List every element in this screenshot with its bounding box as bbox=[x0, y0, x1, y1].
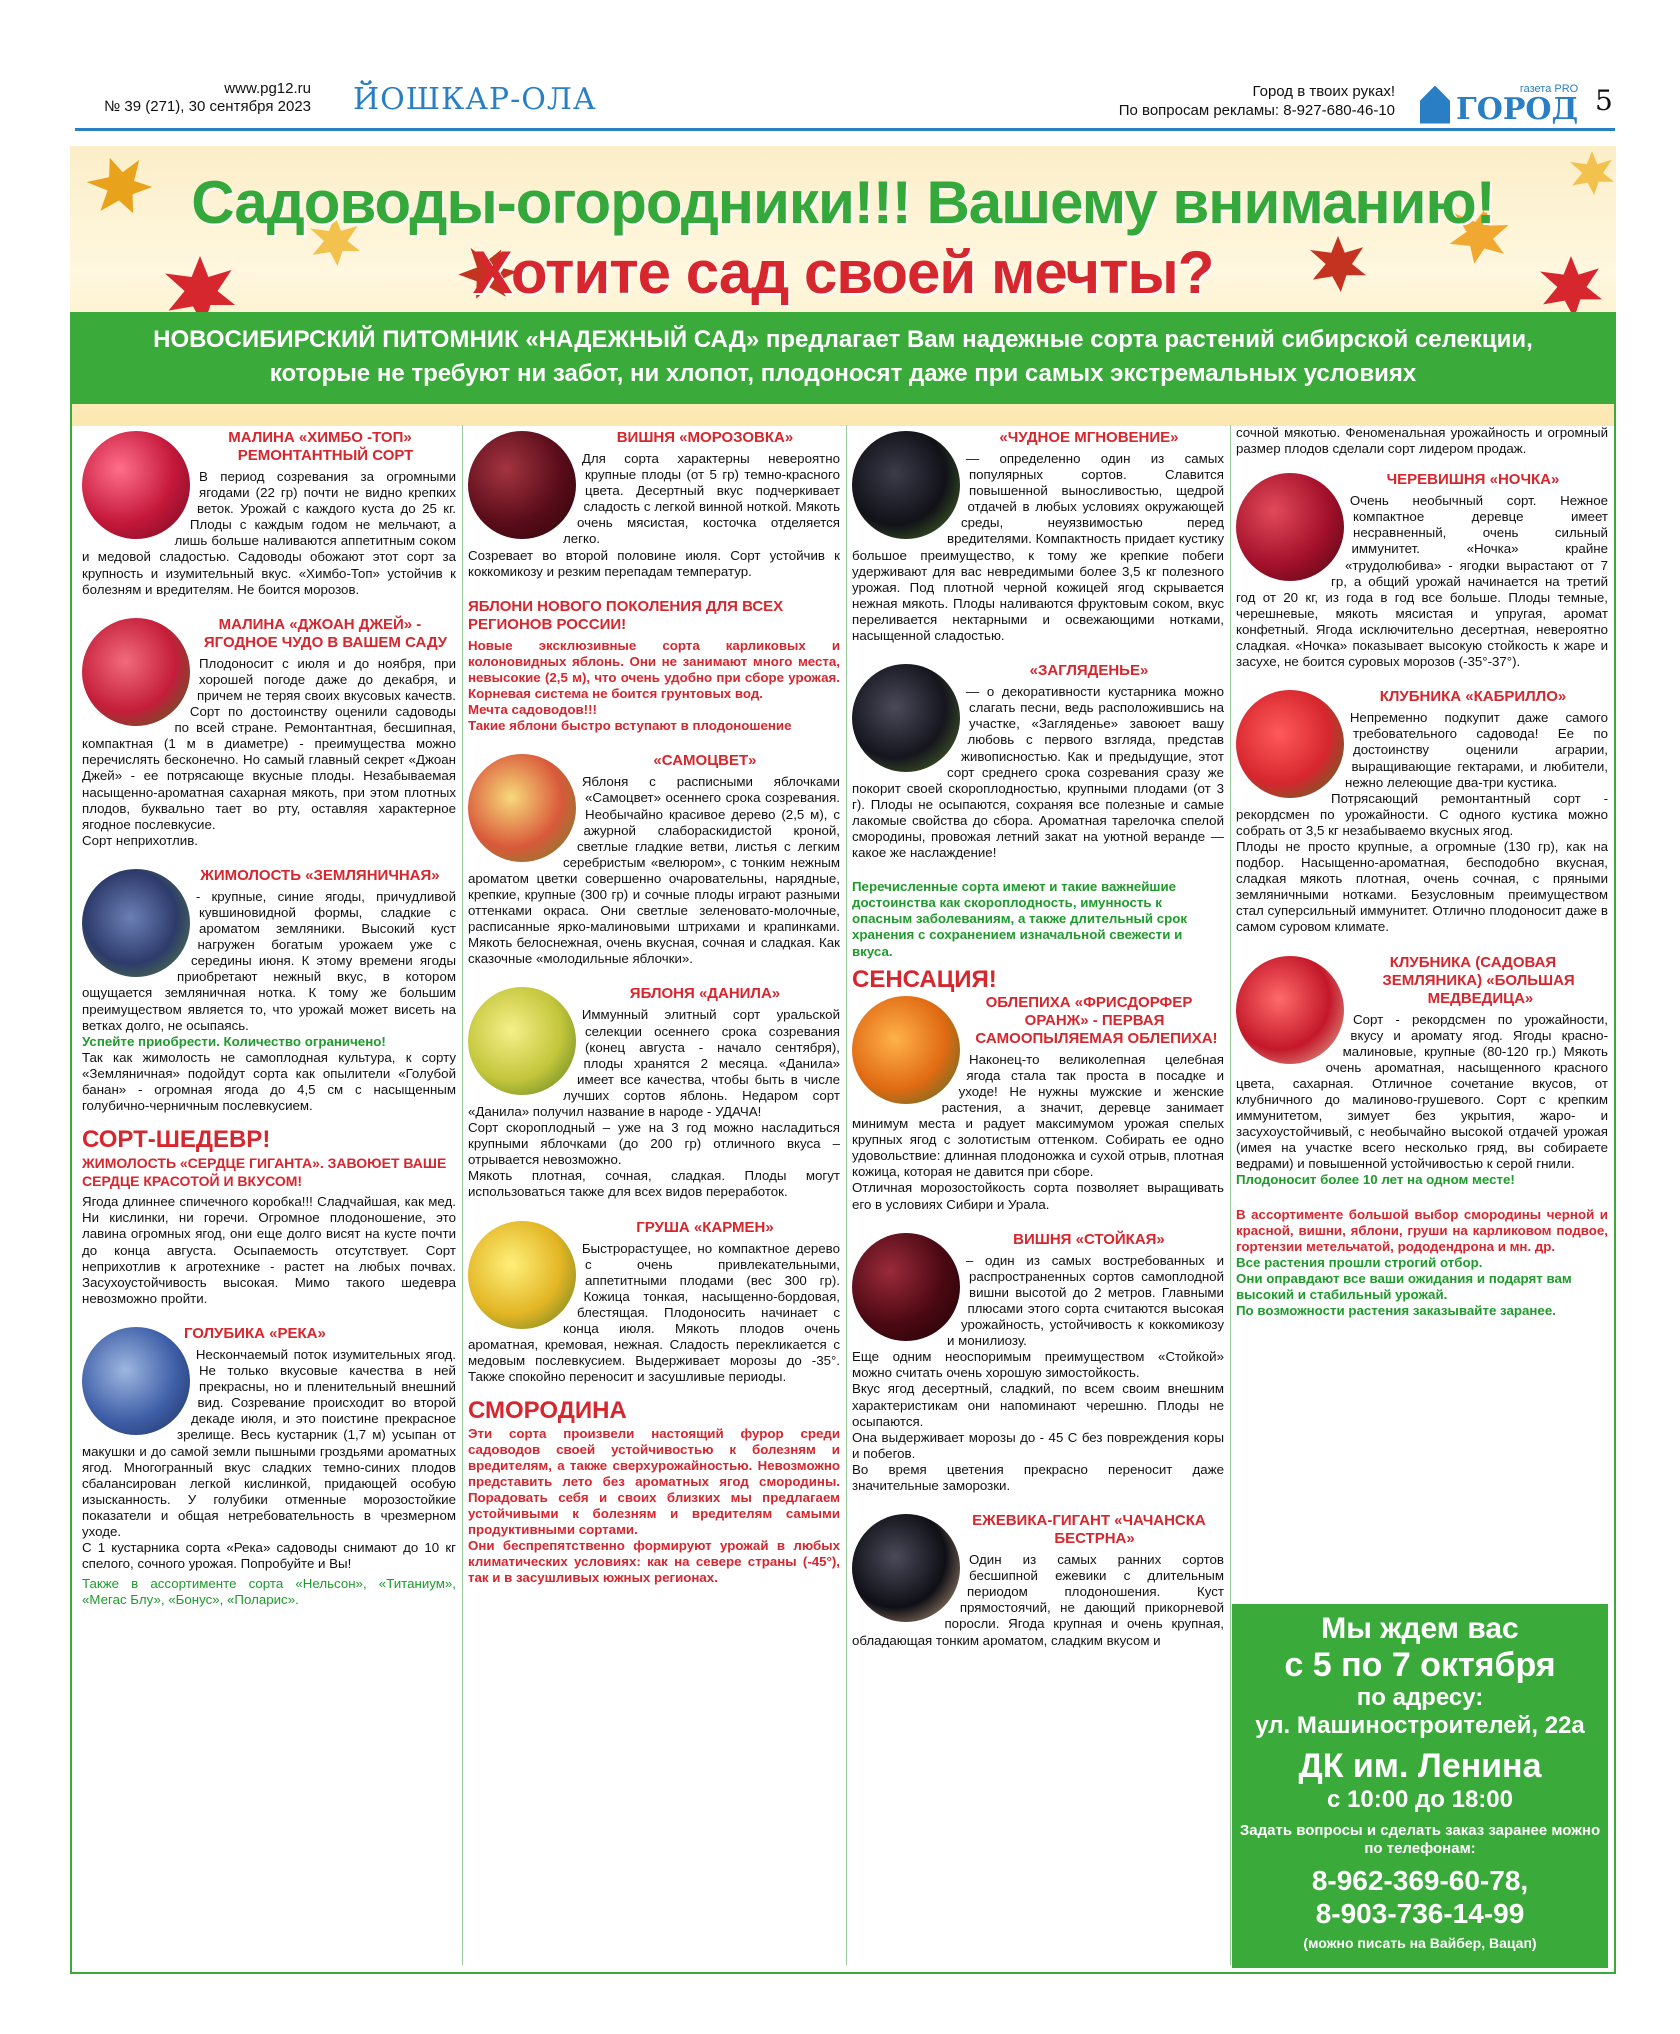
phone-1[interactable]: 8-962-369-60-78, bbox=[1311, 1865, 1529, 1896]
ads-phone: По вопросам рекламы: 8-927-680-46-10 bbox=[1118, 102, 1395, 119]
article-text: В период созревания за огромными ягодами (22 гр) почти не видно крепких веток. Урожай с каждого куста до 25 кг. Плоды с каждым годом не мельчают, а лишь больше наливаются аппетитным соком и медовой сладостью. Садоводы обожают этот сорт за крупность и изумительный вкус. «Химбо-Топ» устойчив к болезням и вредителям. Не боится морозов. bbox=[82, 469, 456, 597]
currant-photo bbox=[852, 431, 960, 539]
event-invite: Мы ждем вас bbox=[1321, 1612, 1519, 1645]
article-title: ЖИМОЛОСТЬ «ЗЕМЛЯНИЧНАЯ» bbox=[200, 866, 440, 884]
strawberry-photo bbox=[1236, 956, 1344, 1064]
article-text: Плоды не просто крупные, а огромные (130 гр), как на подбор. Насыщенно-ароматная, бесподобно вкусная, сладкая мякоть плотная, очень сочная, с пряными земляничными нотками. Безусловным преимуществом стал суперсильный иммунитет. Отлично плодоносит даже в самом суровом климате. bbox=[1236, 838, 1608, 935]
article-text: Такие яблони быстро вступают в плодоношение bbox=[468, 718, 792, 734]
raspberry-photo bbox=[82, 431, 190, 539]
cherry-photo bbox=[1236, 473, 1344, 581]
city-title: ЙОШКАР-ОЛА bbox=[353, 82, 597, 117]
apple-photo bbox=[468, 987, 576, 1095]
header-contacts bbox=[975, 82, 1395, 120]
article-cherry-stoykaya bbox=[852, 1231, 1224, 1494]
logo-small-text: газета PRO bbox=[1519, 83, 1579, 95]
article-blueberry-reka bbox=[82, 1325, 456, 1609]
article-title: МАЛИНА «ДЖОАН ДЖЕЙ» - ЯГОДНОЕ ЧУДО В ВАШЕМ САДУ bbox=[203, 615, 448, 651]
article-cherry-morozovka bbox=[468, 429, 840, 580]
column-divider bbox=[846, 425, 847, 1965]
article-note: Успейте приобрести. Количество ограничено! bbox=[82, 1033, 386, 1049]
event-contact-label: Задать вопросы и сделать заказ заранее можно по телефонам: bbox=[1239, 1822, 1601, 1857]
event-dates: с 5 по 7 октября bbox=[1284, 1646, 1556, 1684]
article-text: Один из самых ранних сортов бесшипной ежевики с длительным периодом плодоношения. Куст прямостоячий, не дающий прикорневой поросли. Ягода крупная и очень крупная, обладающая тонким ароматом, сладким вкусом и bbox=[852, 1552, 1224, 1648]
blueberry-photo bbox=[82, 1327, 190, 1435]
selection-note: Все растения прошли строгий отбор. bbox=[1236, 1254, 1483, 1270]
column-3 bbox=[852, 425, 1224, 1667]
nursery-intro bbox=[70, 312, 1616, 404]
article-title: ОБЛЕПИХА «ФРИСДОРФЕР ОРАНЖ» - ПЕРВАЯ САМООПЫЛЯЕМАЯ ОБЛЕПИХА! bbox=[975, 993, 1218, 1047]
article-raspberry-himbo bbox=[82, 429, 456, 598]
article-raspberry-joan bbox=[82, 616, 456, 849]
article-text: Яблоня с расписными яблочками «Самоцвет» осеннего срока созревания. Необычайно красивое дерево (2,5 м), с ажурной слаборaскидистой кроной, светлые гладкие ветви, листья с легким серебристым «велюром», с тонким нежным ароматом цветки совершенно очаровательны, нарядные, крепкие, крупные (300 гр) и сочные плоды играют разными оттенками окраса. Они светлые зеленовато-молочные, расписанные ярко-малиновыми штрихами и крапинками. Мякоть белоснежная, очень вкусная, сочная и сладкая. Как сказочные «молодильные яблочки». bbox=[468, 774, 840, 967]
article-sea-buckthorn bbox=[852, 994, 1224, 1213]
article-title: ЖИМОЛОСТЬ «СЕРДЦЕ ГИГАНТА». ЗАВОЮЕТ ВАШЕ СЕРДЦЕ КРАСОТОЙ И ВКУСОМ! bbox=[82, 1155, 447, 1190]
article-title: «ЧУДНОЕ МГНОВЕНИЕ» bbox=[999, 429, 1179, 446]
article-text: — о декоративности кустарника можно слагать песни, ведь расположившись на участке, «Загляденье» завоюет вашу любовь с первого взгляда, представ живописностью. Как и предыдущие, этот сорт среднего срока созревания сразу же покорит своей скороплодностью, крупными плодами (от 3 г). Плоды не осыпаются, сохраняя все полезные и самые лакомые свойства до сбора. Ароматная тарелочка спелой смородины, провожая летний закат на уютной веранде — какое же наслаждение! bbox=[852, 684, 1224, 861]
event-address: ул. Машиностроителей, 22а bbox=[1255, 1712, 1585, 1739]
article-text: Еще одним неоспоримым преимуществом «Стойкой» можно считать очень хорошую зимостойкость. bbox=[852, 1349, 1224, 1381]
order-note: По возможности растения заказывайте заранее. bbox=[1236, 1303, 1556, 1319]
article-text: Во время цветения прекрасно переносит даже значительные заморозки. bbox=[852, 1461, 1224, 1493]
also-available: Также в ассортименте сорта «Нельсон», «Титаниум», «Мегас Блу», «Бонус», «Поларис». bbox=[82, 1576, 456, 1608]
article-title: ГОЛУБИКА «РЕКА» bbox=[183, 1324, 326, 1342]
banner-subheadline: Хотите сад своей мечты? bbox=[472, 239, 1214, 306]
strawberry-photo bbox=[1236, 690, 1344, 798]
article-text: Созревает во второй половине июля. Сорт устойчив к коккомикозу и резким перепадам температур. bbox=[468, 547, 840, 579]
article-title: ГРУША «КАРМЕН» bbox=[636, 1218, 774, 1236]
article-title: КЛУБНИКА «КАБРИЛЛО» bbox=[1379, 688, 1567, 706]
article-text: Быстрорастущее, но компактное дерево с очень привлекательными, аппетитными плодами (вес 300 гр). Кожица тонкая, насыщенно-бордовая, блестящая. Плодоносить начинает с конца июля. Мякоть плодов очень ароматная, кремовая, нежная. Сладость перекликается с медовым послевкусием. Выдерживает морозы до -35°. Также спокойно переносит и засушливые периоды. bbox=[468, 1240, 840, 1385]
slogan: Город в твоих руках! bbox=[1252, 83, 1395, 100]
article-text: Плодоносит с июля и до ноября, при хорошей погоде даже до декабря, и причем не теряя своих вкусовых качеств. Сорт по достоинству оценили садоводы по всей стране. Ремонтантная, бесшипная, компактная (1 м в диаметре) - преимущества можно перечислять бесконечно. Но самый главный секрет «Джоан Джей» - ее потрясающе вкусные плоды. Незабываемая насыщенно-ароматная сахарная мякоть, при этом плотных плодов, буквально тает во рту, оставляя характерное ягодное послевкусие. bbox=[82, 655, 456, 832]
section-heading: СЕНСАЦИЯ! bbox=[852, 965, 997, 993]
article-text: – один из самых востребованных и распространенных сортов самоплодной вишни высотой до 2 метров. Главными плюсами этого сорта считаются высокая урожайность, устойчивость к коккомикозу и монилиозу. bbox=[947, 1252, 1224, 1349]
currant-advantages: Перечисленные сорта имеют и такие важнейшие достоинства как скороплодность, имунность к опасным заболеваниям, а также длительный срок хранения с сохранением изначальной свежести и вкуса. bbox=[852, 879, 1188, 959]
currant-photo bbox=[852, 664, 960, 772]
article-apple-samotsvet bbox=[468, 752, 840, 967]
article-pear-karmen bbox=[468, 1219, 840, 1386]
article-blackberry bbox=[852, 1512, 1224, 1649]
article-strawberry-bolshaya bbox=[1236, 954, 1608, 1189]
article-continuation: сочной мякотью. Феноменальная урожайность и огромный размер плодов сделали сорт лидером продаж. bbox=[1236, 425, 1608, 457]
currant-text: Они беспрепятственно формируют урожай в любых климатических условиях: как на севере страны (-45°), так и в засушливых южных регионах. bbox=[468, 1538, 840, 1586]
article-currant-chudnoe bbox=[852, 429, 1224, 644]
article-text: Отличная морозостойкость сорта позволяет выращивать его в условиях Сибири и Урала. bbox=[852, 1180, 1224, 1212]
event-venue: ДК им. Ленина bbox=[1298, 1747, 1542, 1785]
event-address-label: по адресу: bbox=[1356, 1684, 1484, 1711]
apple-photo bbox=[468, 754, 576, 862]
article-text: Потрясающий ремонтантный сорт - рекордсмен по урожайности. С одного кустика можно собрать от 3,5 кг незабываемо вкусных ягод. bbox=[1236, 790, 1608, 838]
article-title: МАЛИНА «ХИМБО -ТОП» РЕМОНТАНТНЫЙ СОРТ bbox=[228, 429, 414, 464]
article-title: «САМОЦВЕТ» bbox=[653, 752, 757, 770]
issue-number: № 39 (271), 30 сентября 2023 bbox=[104, 98, 311, 115]
article-text: Иммунный элитный сорт уральской селекции осеннего срока созревания (конец августа - начало сентября), плоды хранятся 2 месяца. «Данила» имеет все качества, чтобы быть в числе лучших сортов яблонь. Недаром сорт «Данила» получил название в народе - УДАЧА! bbox=[468, 1007, 840, 1119]
column-1 bbox=[82, 425, 456, 1626]
article-text: Сорт - рекордсмен по урожайности, вкусу и аромату ягод. Ягоды красно-малиновые, крупные (80-120 гр.) Мякоть очень ароматная, насыщенного красного цвета, сахарная. Отличное сочетание вкусов, от клубничного до малиново-грушевого. Сорт с крепким иммунитетом, зимует без укрытия, жаро- и засухоустойчивый, с необычайно высокой отдачей урожая (имея на участке всего несколько гряд, вы собираете ведрами) и повышенной устойчивостью к серой гнили. bbox=[1236, 1011, 1608, 1172]
event-hours: с 10:00 до 18:00 bbox=[1326, 1786, 1513, 1813]
article-text: Мечта садоводов!!! bbox=[468, 702, 597, 718]
blackberry-photo bbox=[852, 1514, 960, 1622]
logo-big-text: ГОРОД bbox=[1456, 92, 1579, 127]
article-text: Очень необычный сорт. Нежное компактное деревце имеет несравненный, очень сильный иммунитет. «Ночка» крайне «трудолюбива» - ягодки вырастают от 7 гр, а общий урожай начинается на третий год от 20 кг, из года в год все больше. Плоды темные, черешневые, мякоть мясистая и упругая, аромат конфетный. Ягода исключительно десертная, невероятно сладкая. «Ночка» показывает высокую стойкость к жаре и засухе, не боится суровых морозов (-35°-37°). bbox=[1236, 493, 1608, 670]
column-divider bbox=[462, 425, 463, 1965]
phone-2[interactable]: 8-903-736-14-99 bbox=[1315, 1898, 1525, 1929]
article-text: - крупные, синие ягоды, причудливой кувшиновидной формы, сладкие с ароматом земляники. Высокий куст нагружен богатым урожаем уже с середины июня. К этому времени ягоды приобретают нежный вкус, в котором ощущается земляничная нотка. К тому же большим преимуществом является то, что урожай может висеть на ветках долго, не осыпаясь. bbox=[82, 888, 456, 1033]
cherry-photo bbox=[468, 431, 576, 539]
article-currant-zaglyadenie bbox=[852, 662, 1224, 861]
article-apple-new bbox=[468, 598, 840, 735]
article-text: Вкус ягод десертный, сладкий, по всем своим внешним характеристикам они напоминают черешню. Плоды не осыпаются. bbox=[852, 1381, 1224, 1429]
article-text: Нескончаемый поток изумительных ягод. Не только вкусовые качества в ней прекрасны, но и пленительный внешний вид. Созревание происходит во второй декаде июля, и это поистине прекрасное зрелище. Весь кустарник (1,7 м) усыпан от макушки и до самой земли пышными гроздьями ароматных ягод. Многогранный вкус сладких темно-синих плодов сбалансирован легкой кислинкой, придающей особую изысканность. У голубики отменные морозостойкие показатели и общая нетребовательность в чрезмерном уходе. bbox=[82, 1346, 456, 1539]
site-url[interactable]: www.pg12.ru bbox=[224, 80, 311, 97]
raspberry-photo bbox=[82, 618, 190, 726]
article-text: Новые эксклюзивные сорта карликовых и колоновидных яблонь. Они не занимают много места, невысокие (2,5 м), что очень удобно при сборе урожая. Корневая система не боится грунтовых вод. bbox=[468, 637, 840, 702]
article-honeysuckle-strawberry bbox=[82, 867, 456, 1114]
cherry-photo bbox=[852, 1233, 960, 1341]
page-header bbox=[75, 78, 1613, 128]
nursery-intro-line1: НОВОСИБИРСКИЙ ПИТОМНИК «НАДЕЖНЫЙ САД» предлагает Вам надежные сорта растений сибирской селекции, bbox=[153, 326, 1533, 353]
column-2 bbox=[468, 425, 840, 1586]
column-4 bbox=[1236, 425, 1608, 1319]
article-title: ВИШНЯ «МОРОЗОВКА» bbox=[616, 429, 794, 446]
event-box bbox=[1232, 1604, 1608, 1968]
article-title: «ЗАГЛЯДЕНЬЕ» bbox=[1029, 662, 1149, 680]
article-text: Сорт скороплодный – уже на 3 год можно насладиться крупными яблочками (до 200 гр) отличного вкуса – отрывается невозможно. bbox=[468, 1120, 840, 1168]
section-heading: СОРТ-ШЕДЕВР! bbox=[82, 1126, 271, 1154]
header-divider bbox=[75, 128, 1615, 131]
honeysuckle-photo bbox=[82, 869, 190, 977]
article-honeysuckle-giant bbox=[82, 1154, 456, 1307]
article-title: ЧЕРЕВИШНЯ «НОЧКА» bbox=[1386, 471, 1560, 489]
article-text: С 1 кустарника сорта «Река» садоводы снимают до 10 кг спелого, сочного урожая. Попробуйте и Вы! bbox=[82, 1540, 456, 1572]
article-text: Наконец-то великолепная целебная ягода стала так проста в посадке и уходе! Не нужны мужские и женские растения, а значит, деревце занимает минимум места и радует максимумом урожая спелых крупных ягод с золотистым оттенком. Собирать ее одно удовольствие: длинная плодоножка и сухой отрыв, плотная кожица, которая не давится при сборе. bbox=[852, 1051, 1224, 1180]
article-title: КЛУБНИКА (САДОВАЯ ЗЕМЛЯНИКА) «БОЛЬШАЯ МЕДВЕДИЦА» bbox=[1382, 953, 1575, 1007]
nursery-intro-line2: которые не требуют ни забот, ни хлопот, плодоносят даже при самых экстремальных условиях bbox=[269, 360, 1417, 387]
article-title: ВИШНЯ «СТОЙКАЯ» bbox=[1013, 1230, 1165, 1248]
article-text: Ягода длиннее спичечного коробка!!! Сладчайшая, как мед. Ни кислинки, ни горечи. Огромное плодоношение, это лавина огромных ягод, они еще долго висят на кусте почти до конца августа. Осыпаемость отсутствует. Сорт неприхотлив к агротехнике - растет на любых почвах. Засухоустойчивость высокая. Мимо такого шедевра невозможно пройти. bbox=[82, 1194, 456, 1306]
article-text: Непременно подкупит даже самого требовательного садовода! Ее по достоинству оценили аграрии, выращивающие гектарами, и любители, нежно лелеющие два-три кустика. bbox=[1345, 710, 1608, 790]
messenger-note: (можно писать на Вайбер, Вацап) bbox=[1303, 1935, 1537, 1951]
assortment-text: В ассортименте большой выбор смородины черной и красной, вишни, яблони, груши на карликовом подвое, гортензии метельчатой, рододендрона и мн. др. bbox=[1236, 1206, 1608, 1254]
pear-photo bbox=[468, 1221, 576, 1329]
article-title: ЯБЛОНИ НОВОГО ПОКОЛЕНИЯ ДЛЯ ВСЕХ РЕГИОНОВ РОССИИ! bbox=[468, 597, 784, 633]
article-text: Для сорта характерны невероятно крупные плоды (от 5 гр) темно-красного цвета. Десертный вкус подчеркивает сладость с легкой винной ноткой. Мякоть очень мясистая, косточка отделяется легко. bbox=[563, 451, 840, 547]
article-title: ЕЖЕВИКА-ГИГАНТ «ЧАЧАНСКА БЕСТРНА» bbox=[972, 1512, 1206, 1548]
article-text: Так как жимолость не самоплодная культура, к сорту «Земляничная» подойдут сорта как опылители «Голубой банан» - огромная ягода до 4,5 см с насыщенным голубично-черничным послевкусием. bbox=[82, 1049, 456, 1114]
article-note: Плодоносит более 10 лет на одном месте! bbox=[1236, 1172, 1515, 1188]
issue-info bbox=[75, 80, 311, 116]
article-cherry-nochka bbox=[1236, 471, 1608, 670]
sea-buckthorn-photo bbox=[852, 996, 960, 1104]
section-heading: СМОРОДИНА bbox=[468, 1397, 627, 1425]
expectation-note: Они оправдают все ваши ожидания и подарят вам высокий и стабильный урожай. bbox=[1236, 1270, 1572, 1303]
newspaper-logo bbox=[1420, 84, 1578, 125]
article-title: ЯБЛОНЯ «ДАНИЛА» bbox=[629, 985, 781, 1003]
article-text: — определенно один из самых популярных сортов. Славится повышенной выносливостью, щедрой отдачей в любых условиях окружающей среды, неуязвимостью перед вредителями. Компактность придает кустику большое преимущество, к тому же крепкие побеги удерживают для вас невредимыми более 3,5 кг полезного урожая. Под плотной черной кожицей ягод скрывается нежная мякоть. Плоды наливаются фруктовым соком, вкус переливается нектарными и освежающими нотками, насыщенной сладостью. bbox=[852, 451, 1224, 644]
currant-text: Эти сорта произвели настоящий фурор среди садоводов своей устойчивостью к болезням и вредителям, а также сверхурожайностью. Невозможно представить лето без ароматных ягод смородины. Порадовать себя и своих близких мы предлагаем устойчивыми к болезням и вредителям самыми продуктивными сортами. bbox=[468, 1425, 840, 1538]
page-number: 5 bbox=[1595, 84, 1613, 117]
article-text: Она выдерживает морозы до - 45 С без повреждения коры и побегов. bbox=[852, 1429, 1224, 1461]
article-text: Сорт неприхотлив. bbox=[82, 832, 198, 848]
column-divider bbox=[1230, 425, 1231, 1965]
banner-headline: Садоводы-огородники!!! Вашему вниманию! bbox=[191, 169, 1495, 236]
house-logo-icon bbox=[1420, 86, 1450, 124]
article-apple-danila bbox=[468, 985, 840, 1200]
article-strawberry-kabrillo bbox=[1236, 688, 1608, 935]
article-text: Мякоть плотная, сочная, сладкая. Плоды могут использоваться также для всех видов переработок. bbox=[468, 1168, 840, 1200]
